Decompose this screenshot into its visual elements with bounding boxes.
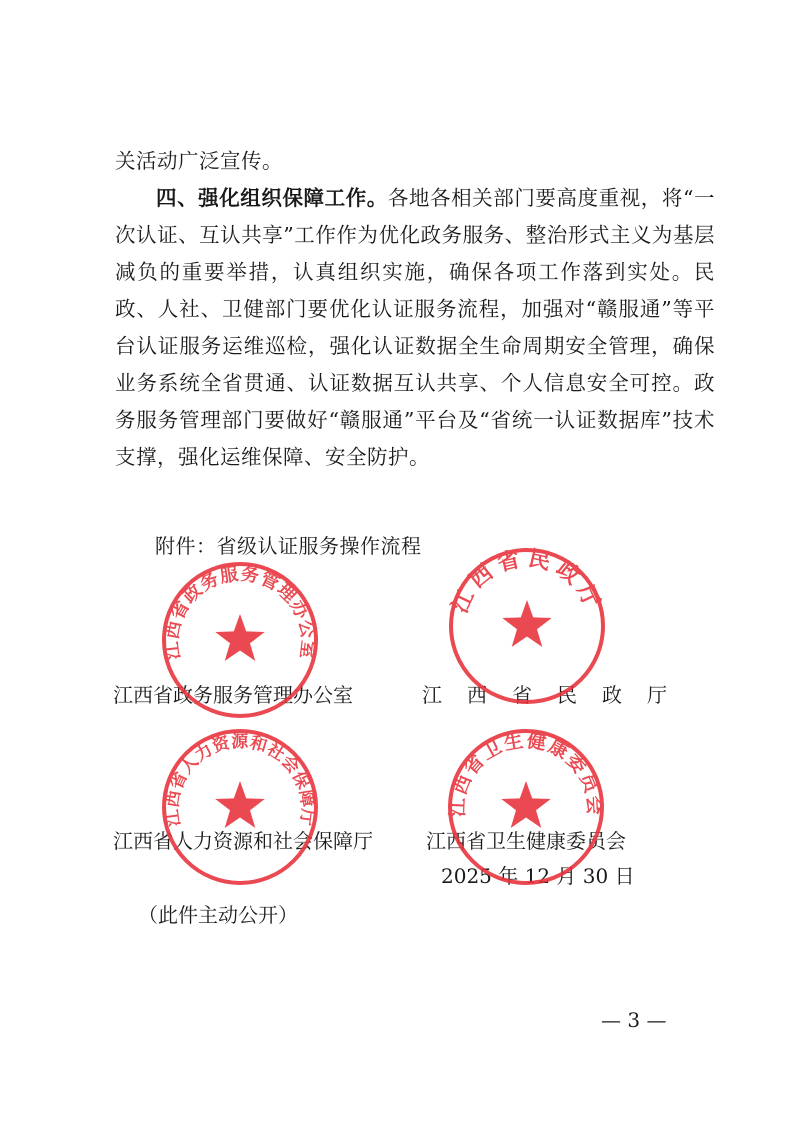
section-heading: 四、强化组织保障工作。 bbox=[156, 186, 388, 210]
signature-org-3: 江西省人力资源和社会保障厅 bbox=[113, 829, 373, 853]
attachment-line: 附件：省级认证服务操作流程 bbox=[155, 534, 422, 558]
svg-text:江西省民政厅 bbox=[448, 546, 606, 617]
paragraph-continuation: 关活动广泛宣传。 bbox=[115, 149, 283, 173]
signature-org-1: 江西省政务服务管理办公室 bbox=[113, 683, 353, 707]
disclosure-note: （此件主动公开） bbox=[138, 903, 298, 927]
svg-text:江西省人力资源和社会保障厅 bbox=[162, 731, 318, 827]
seal-1-text: 江西省政务服务管理办公室 bbox=[161, 563, 319, 661]
seal-star-icon bbox=[215, 781, 264, 828]
signature-org-2: 江西省民政厅 bbox=[422, 683, 692, 707]
seal-2-text: 江西省民政厅 bbox=[447, 546, 607, 618]
seal-star-icon bbox=[502, 600, 551, 647]
seal-star-icon bbox=[215, 614, 264, 661]
signature-org-4: 江西省卫生健康委员会 bbox=[426, 829, 626, 853]
body-text bbox=[115, 143, 715, 476]
page-number: — 3 — bbox=[601, 1008, 667, 1032]
seal-star-icon bbox=[501, 781, 550, 828]
svg-text:江西省政务服务管理办公室 bbox=[161, 563, 319, 661]
svg-text:江西省卫生健康委员会 bbox=[447, 728, 606, 817]
seal-4-text: 江西省卫生健康委员会 bbox=[446, 729, 606, 818]
section-body: 各地各相关部门要高度重视，将“一次认证、互认共享”工作作为优化政务服务、整治形式主义为基层减负的重要举措，认真组织实施，确保各项工作落到实处。民政、人社、卫健部门要优化认证服务流程，加强对“赣服通”等平台认证服务运维巡检，强化认证数据全生命周期安全管理，确保业务系统全省贯通、认证数据互认共享、个人信息安全可控。政务服务管理部门要做好“赣服通”平台及“省统一认证数据库”技术支撑，强化运维保障、安全防护。 bbox=[115, 186, 716, 469]
document-date: 2025 年 12 月 30 日 bbox=[441, 864, 635, 888]
official-seal-3 bbox=[160, 727, 320, 887]
seal-3-text: 江西省人力资源和社会保障厅 bbox=[162, 732, 318, 828]
paragraph-section-four bbox=[115, 180, 715, 476]
